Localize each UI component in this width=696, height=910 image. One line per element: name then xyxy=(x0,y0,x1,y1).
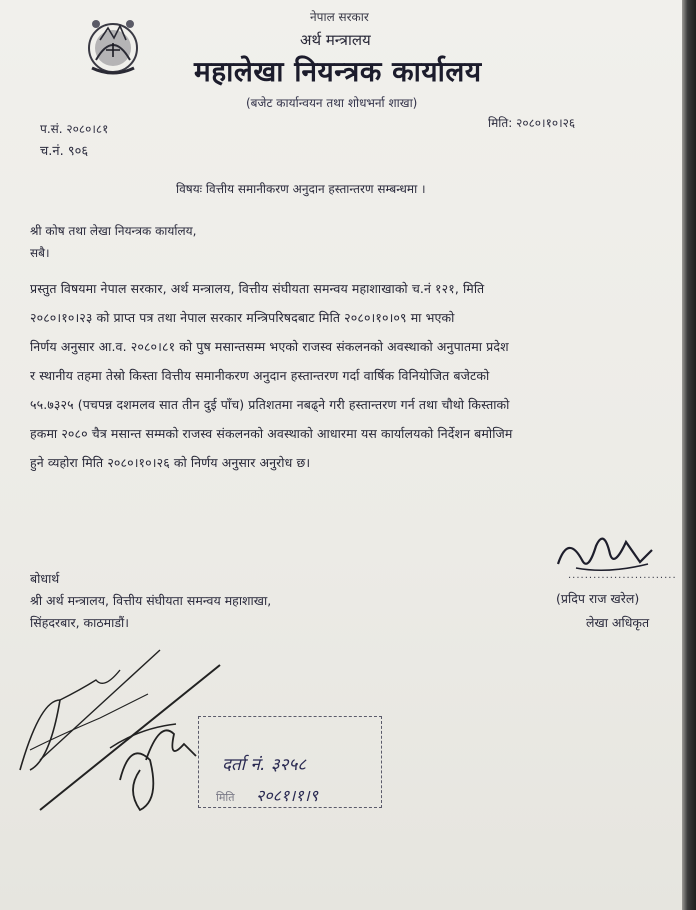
body-line: र स्थानीय तहमा तेस्रो किस्ता वित्तीय समानीकरण अनुदान हस्तान्तरण गर्दा वार्षिक विनियोजित बजेटको xyxy=(30,368,490,383)
section-name: (बजेट कार्यान्वयन तथा शोधभर्ना शाखा) xyxy=(246,96,418,110)
cc-line-2: सिंहदरबार, काठमाडौं। xyxy=(30,615,129,630)
signature-line: .......................... xyxy=(568,570,677,581)
signer-name: (प्रदिप राज खरेल) xyxy=(556,591,640,606)
subject-line: विषयः वित्तीय समानीकरण अनुदान हस्तान्तरण सम्बन्धमा । xyxy=(176,182,426,196)
dispatch-number: च.नं. ९०६ xyxy=(40,144,89,159)
signer-title: लेखा अधिकृत xyxy=(586,615,650,630)
reference-number: प.सं. २०८०।८१ xyxy=(40,122,109,136)
letter-date: मिति: २०८०।१०।२६ xyxy=(488,116,576,130)
body-line: ५५.७३२५ (पचपन्न दशमलव सात तीन दुई पाँच) प्रतिशतमा नबढ्ने गरी हस्तान्तरण गर्न तथा चौथो किस्ताको xyxy=(30,397,510,412)
body-line: निर्णय अनुसार आ.व. २०८०।८१ को पुष मसान्तसम्म भएको राजस्व संकलनको अवस्थाको अनुपातमा प्रदेश xyxy=(30,339,509,354)
office-title: महालेखा नियन्त्रक कार्यालय xyxy=(194,55,482,88)
registration-number: दर्ता नं. ३२५८ xyxy=(222,755,307,775)
addressee-line-2: सबै। xyxy=(30,246,50,260)
addressee-line-1: श्री कोष तथा लेखा नियन्त्रक कार्यालय, xyxy=(30,224,197,238)
body-line: हुने व्यहोरा मिति २०८०।१०।२६ को निर्णय अनुसार अनुरोध छ। xyxy=(30,455,311,470)
government-name: नेपाल सरकार xyxy=(310,10,369,24)
cc-heading: बोधार्थ xyxy=(30,571,60,586)
cc-line-1: श्री अर्थ मन्त्रालय, वित्तीय संघीयता समन्वय महाशाखा, xyxy=(30,593,272,608)
registration-date-label: मिति xyxy=(216,791,235,804)
body-line: २०८०।१०।२३ को प्राप्त पत्र तथा नेपाल सरकार मन्त्रिपरिषदबाट मिति २०८०।१०।०९ मा भएको xyxy=(30,310,455,325)
body-line: हकमा २०८० चैत्र मसान्त सम्मको राजस्व संकलनको अवस्थाको आधारमा यस कार्यालयको निर्देशन बमोजिम xyxy=(30,426,513,441)
body-line: प्रस्तुत विषयमा नेपाल सरकार, अर्थ मन्त्रालय, वित्तीय संघीयता समन्वय महाशाखाको च.नं १२१, मिति xyxy=(30,281,485,296)
registration-date: २०८१।१।९ xyxy=(256,786,319,805)
ministry-name: अर्थ मन्त्रालय xyxy=(300,31,371,49)
